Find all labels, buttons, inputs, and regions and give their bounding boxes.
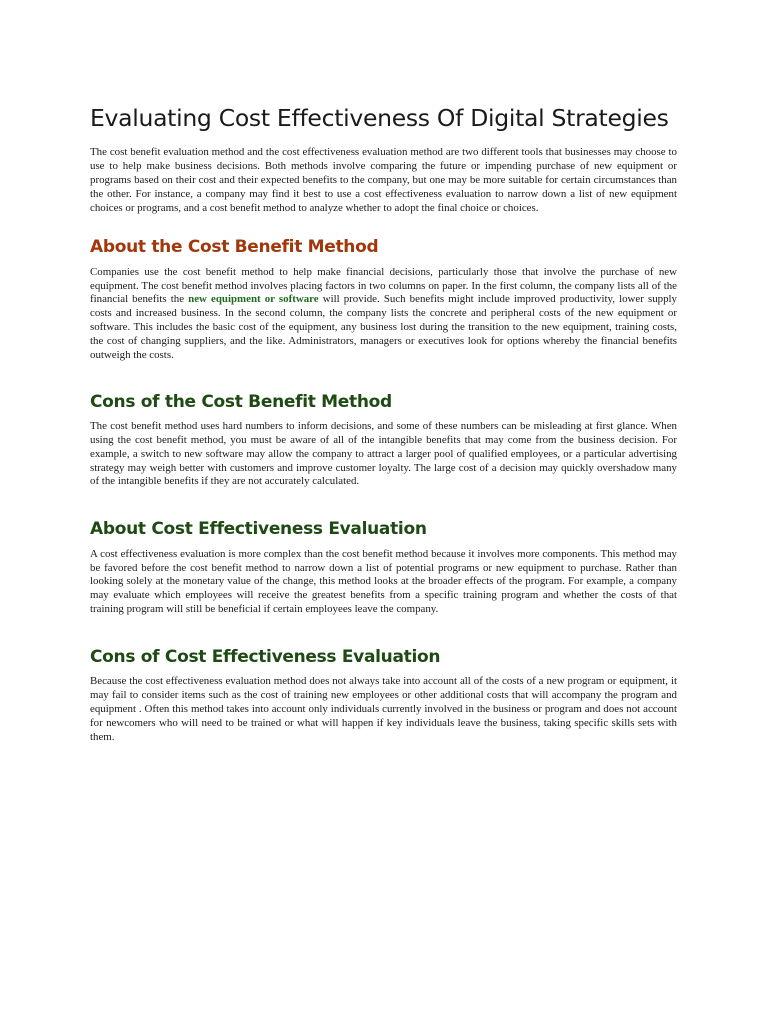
page-title: Evaluating Cost Effectiveness Of Digital Strategies (90, 104, 669, 132)
section-heading-cons-cost-benefit: Cons of the Cost Benefit Method (90, 391, 392, 412)
paragraph-text-segment: will provide. Such benefits might include improved productivity, lower supply costs and increased business. In the second column, the company lists the concrete and peripheral costs of the new equipment or software. This includes the basic cost of the equipment, any business lost during the transition to the new equipment, training costs, the cost of changing suppliers, and the like. Administrators, managers or executives look for options whereby the financial benefits outweigh the costs. (90, 293, 678, 361)
paragraph-text-segment: Companies use the cost benefit method to help make financial decisions, particularly those that involve the purchase of new equipment. The cost benefit method involves placing factors in two columns on paper. In the first column, the company lists all of the financial benefits the (90, 265, 677, 306)
section-paragraph-about-cost-effectiveness: A cost effectiveness evaluation is more complex than the cost benefit method because it involves more components. This method may be favored before the cost benefit method to narrow down a list of potential programs or new equipment to purchase. Rather than looking solely at the monetary value of the change, this method looks at the broader effects of the program. For example, a company may evaluate which employees will receive the greatest benefits from a specific training program and whether the costs of that training program will still be beneficial if certain employees leave the company. (90, 547, 677, 616)
section-heading-about-cost-effectiveness: About Cost Effectiveness Evaluation (90, 519, 427, 540)
section-heading-cons-cost-effectiveness: Cons of Cost Effectiveness Evaluation (90, 646, 441, 667)
section-paragraph-about-cost-benefit (90, 266, 677, 363)
section-paragraph-cons-cost-benefit: The cost benefit method uses hard numbers to inform decisions, and some of these numbers can be misleading at first glance. When using the cost benefit method, you must be aware of all of the intangible benefits that may come from the business decision. For example, a switch to new software may allow the company to attract a larger pool of qualified employees, or a particular advertising strategy may weigh better with customers and improve customer loyalty. The large cost of a decision may quickly overshadow many of the intangible benefits if they are not accurately calculated. (90, 420, 677, 488)
section-heading-about-cost-benefit: About the Cost Benefit Method (90, 237, 379, 258)
document-page (90, 104, 677, 745)
section-paragraph-cons-cost-effectiveness: Because the cost effectiveness evaluation method does not always take into account all of the costs of a new program or equipment, it may fail to consider items such as the cost of training new employees or other additional costs that will accompany the program and equipment . Often this method takes into account only individuals currently involved in the business or program and does not account for newcomers who will need to be trained or what will happen if key individuals leave the business, taking specific skills sets with them. (90, 675, 677, 743)
intro-paragraph: The cost benefit evaluation method and the cost effectiveness evaluation method are two different tools that businesses may choose to use to help make business decisions. Both methods involve comparing the future or impending purchase of new equipment or programs based on their cost and their expected benefits to the company, but one may be more suitable for certain circumstances than the other. For instance, a company may find it best to use a cost effectiveness evaluation to narrow down a list of new equipment choices or programs, and a cost benefit method to analyze whether to adopt the final choice or choices. (90, 146, 677, 214)
new-equipment-link[interactable]: new equipment or software (188, 293, 319, 306)
